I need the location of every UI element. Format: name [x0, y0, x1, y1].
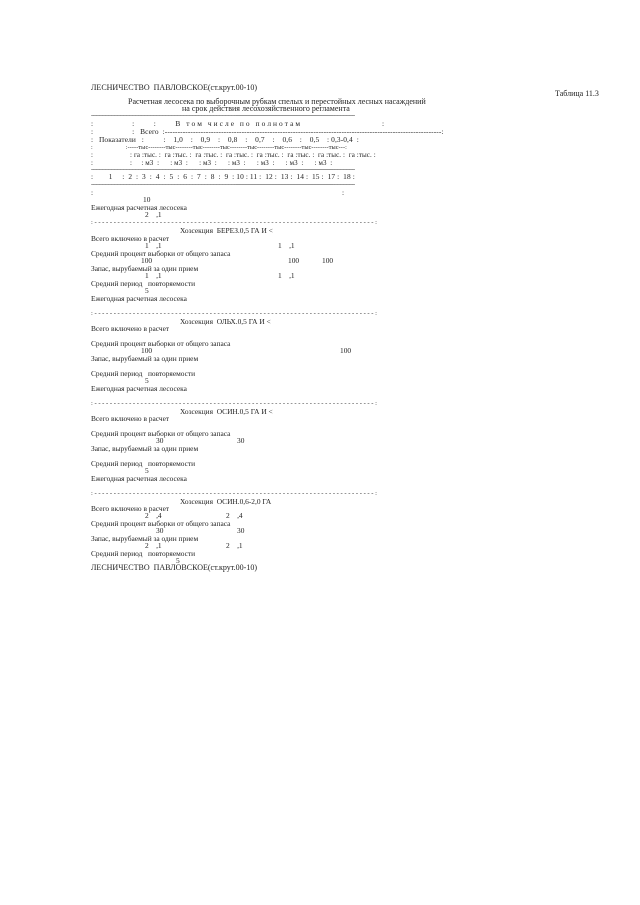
rule-mid: --------------------------------------------------------------------------------------------------------------------------------------------------------------------------------: [91, 167, 355, 173]
intro-label: Ежегодная расчетная лесосека: [91, 203, 187, 212]
rule-top: --------------------------------------------------------------------------------------------------------------------------------------------------------------------------------: [91, 113, 355, 119]
head-row-4: : :-----тыс--------тыс--------тыс--------тыс--------тыс--------тыс--------тыс--------тыс---:: [91, 144, 347, 151]
row-label: Средний процент выборки от общего запаса: [91, 519, 231, 528]
row-value: 5: [145, 286, 149, 295]
row-value: 1 ,1: [145, 241, 162, 250]
section-divider: : - - - - - - - - - - - - - - - - - - - - - - - - - - - - - - - - - - - - - - - - - - - - - - - - - - - - - - - - - - - - - - - - - - - - - - - - - :: [91, 219, 377, 226]
row-label: Запас, вырубаемый за один прием: [91, 534, 199, 543]
row-value: 2 ,4: [145, 511, 162, 520]
row-label: Ежегодная расчетная лесосека: [91, 474, 187, 483]
section-divider: : - - - - - - - - - - - - - - - - - - - - - - - - - - - - - - - - - - - - - - - - - - - - - - - - - - - - - - - - - - - - - - - - - - - - - - - - - :: [91, 490, 377, 497]
row-value: 30: [156, 436, 164, 445]
row-value: 1 ,1: [145, 271, 162, 280]
head-row-6: : : : м3 : : м3 : : м3 : : м3 : : м3 : : м3 : : м3 :: [91, 159, 333, 167]
table-title: Расчетная лесосека по выборочным рубкам спелых и перестойных лесных насаждений: [128, 97, 426, 106]
row-label: Запас, вырубаемый за один прием: [91, 264, 199, 273]
rule-bottom: --------------------------------------------------------------------------------------------------------------------------------------------------------------------------------: [91, 182, 355, 188]
row-label: Запас, вырубаемый за один прием: [91, 444, 199, 453]
intro-value-1: 10: [143, 195, 151, 204]
row-label: Всего включено в расчет: [91, 234, 170, 243]
row-label: Всего включено в расчет: [91, 414, 170, 423]
row-value: 5: [145, 466, 149, 475]
forestry-header: ЛЕСНИЧЕСТВО ПАВЛОВСКОЕ(ст.крут.00-10): [91, 83, 257, 92]
row-label: Средний процент выборки от общего запаса: [91, 249, 231, 258]
row-label: Средний период повторяемости: [91, 279, 196, 288]
row-value: 1 ,1: [278, 271, 295, 280]
row-value: 30: [237, 436, 245, 445]
row-label: Средний процент выборки от общего запаса: [91, 339, 231, 348]
section-divider: : - - - - - - - - - - - - - - - - - - - - - - - - - - - - - - - - - - - - - - - - - - - - - - - - - - - - - - - - - - - - - - - - - - - - - - - - - :: [91, 400, 377, 407]
row-value: 2 ,1: [226, 541, 243, 550]
forestry-footer: ЛЕСНИЧЕСТВО ПАВЛОВСКОЕ(ст.крут.00-10): [91, 563, 257, 572]
table-number: Таблица 11.3: [555, 89, 599, 98]
row-label: Ежегодная расчетная лесосека: [91, 294, 187, 303]
row-value: 2 ,1: [145, 541, 162, 550]
row-label: Всего включено в расчет: [91, 504, 170, 513]
row-label: Средний период повторяемости: [91, 549, 196, 558]
intro-value-2: 2 ,1: [145, 210, 162, 219]
table-subtitle: на срок действия лесохозяйственного регламента: [182, 104, 350, 113]
row-value: 100: [340, 346, 352, 355]
section-title: Хозсекция ОСИН.0,6-2,0 ГА: [180, 497, 272, 506]
row-label: Средний период повторяемости: [91, 459, 196, 468]
row-label: Ежегодная расчетная лесосека: [91, 384, 187, 393]
row-label: Средний период повторяемости: [91, 369, 196, 378]
row-value: 30: [237, 526, 245, 535]
row-value: 2 ,4: [226, 511, 243, 520]
row-value: 100: [288, 256, 300, 265]
colon-right: :: [342, 188, 345, 197]
head-row-1: : : : В т о м ч и с л е п о п о л н о т а м :: [91, 119, 385, 128]
colon-left: :: [91, 188, 94, 197]
row-value: 100: [141, 256, 153, 265]
row-label: Всего включено в расчет: [91, 324, 170, 333]
head-row-2: : : Всего :------------------------------------------------------------------------------------------------------------:: [91, 127, 444, 136]
row-value: 5: [176, 556, 180, 565]
head-row-5: : : га :тыс. : га :тыс. : га :тыс. : га :тыс. : га :тыс. : га :тыс. : га :тыс. : га :тыс. :: [91, 151, 376, 159]
row-value: 5: [145, 376, 149, 385]
row-value: 100: [141, 346, 153, 355]
row-value: 30: [156, 526, 164, 535]
row-value: 100: [322, 256, 334, 265]
section-title: Хозсекция БЕРЕЗ.0,5 ГА И <: [180, 226, 273, 235]
section-divider: : - - - - - - - - - - - - - - - - - - - - - - - - - - - - - - - - - - - - - - - - - - - - - - - - - - - - - - - - - - - - - - - - - - - - - - - - - :: [91, 310, 377, 317]
row-value: 1 ,1: [278, 241, 295, 250]
section-title: Хозсекция ОЛЬХ.0,5 ГА И <: [180, 317, 271, 326]
row-label: Средний процент выборки от общего запаса: [91, 429, 231, 438]
row-label: Запас, вырубаемый за один прием: [91, 354, 199, 363]
section-title: Хозсекция ОСИН.0,5 ГА И <: [180, 407, 273, 416]
head-row-3: : Показатели : : 1,0 : 0,9 : 0,8 : 0,7 : 0,6 : 0,5 : 0,3-0,4 :: [91, 135, 359, 144]
column-numbers: : 1 : 2 : 3 : 4 : 5 : 6 : 7 : 8 : 9 : 10 : 11 : 12 : 13 : 14 : 15 : 17 : 18 :: [91, 172, 355, 181]
